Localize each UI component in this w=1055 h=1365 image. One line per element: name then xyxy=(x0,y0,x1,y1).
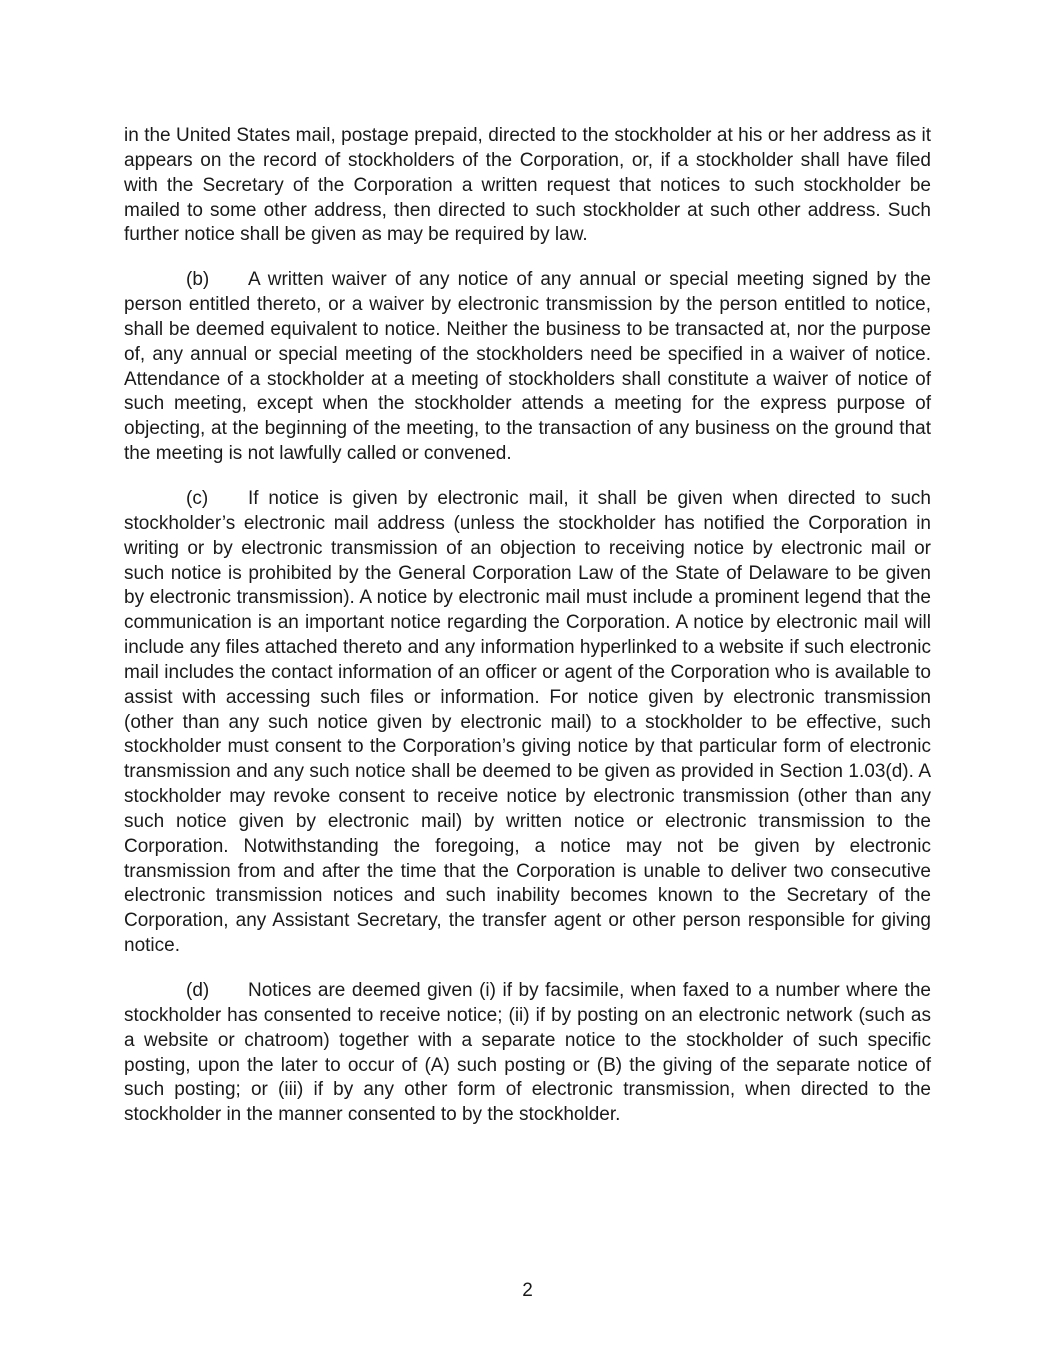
document-body xyxy=(124,124,931,1148)
paragraph-text: Notices are deemed given (i) if by facsimile, when faxed to a number where the stockholder has consented to receive notice; (ii) if by posting on an electronic network (such as a website or chatroom) together with a separate notice to the stockholder of such specific posting, upon the later to occur of (A) such posting or (B) the giving of the separate notice of such posting; or (iii) if by any other form of electronic transmission, when directed to the stockholder in the manner consented to by the stockholder. xyxy=(124,980,931,1126)
paragraph-text: If notice is given by electronic mail, it shall be given when directed to such stockholder’s electronic mail address (unless the stockholder has notified the Corporation in writing or by electronic transmission of an objection to receiving notice by electronic mail or such notice is prohibited by the General Corporation Law of the State of Delaware to be given by electronic transmission). A notice by electronic mail must include a prominent legend that the communication is an important notice regarding the Corporation. A notice by electronic mail will include any files attached thereto and any information hyperlinked to a website if such electronic mail includes the contact information of an officer or agent of the Corporation who is available to assist with accessing such files or information. For notice given by electronic transmission (other than any such notice given by electronic mail) to a stockholder to be effective, such stockholder must consent to the Corporation’s giving notice by that particular form of electronic transmission and any such notice shall be deemed to be given as provided in Section 1.03(d). A stockholder may revoke consent to receive notice by electronic transmission (other than any such notice given by electronic mail) by written notice or electronic transmission to the Corporation. Notwithstanding the foregoing, a notice may not be given by electronic transmission from and after the time that the Corporation is unable to deliver two consecutive electronic transmission notices and such inability becomes known to the Secretary of the Corporation, any Assistant Secretary, the transfer agent or other person responsible for giving notice. xyxy=(124,487,931,957)
paragraph-c xyxy=(124,487,931,959)
paragraph-marker: (b) xyxy=(186,269,210,291)
page-number: 2 xyxy=(522,1280,533,1301)
paragraph-b xyxy=(124,268,931,467)
paragraph-marker: (c) xyxy=(186,487,209,509)
paragraph-marker: (d) xyxy=(186,980,210,1001)
paragraph-text: in the United States mail, postage prepaid, directed to the stockholder at his or her address as it appears on the record of stockholders of the Corporation, or, if a stockholder shall have filed with the Secretary of the Corporation a written request that notices to such stockholder be mailed to some other address, then directed to such stockholder at such other address. Such further notice shall be given as may be required by law. xyxy=(124,125,931,246)
paragraph-continuation xyxy=(124,124,931,248)
paragraph-d xyxy=(124,979,931,1128)
paragraph-text: A written waiver of any notice of any annual or special meeting signed by the person entitled thereto, or a waiver by electronic transmission by the person entitled to notice, shall be deemed equivalent to notice. Neither the business to be transacted at, nor the purpose of, any annual or special meeting of the stockholders need be specified in a waiver of notice. Attendance of a stockholder at a meeting of stockholders shall constitute a waiver of notice of such meeting, except when the stockholder attends a meeting for the express purpose of objecting, at the beginning of the meeting, to the transaction of any business on the ground that the meeting is not lawfully called or convened. xyxy=(124,269,931,465)
